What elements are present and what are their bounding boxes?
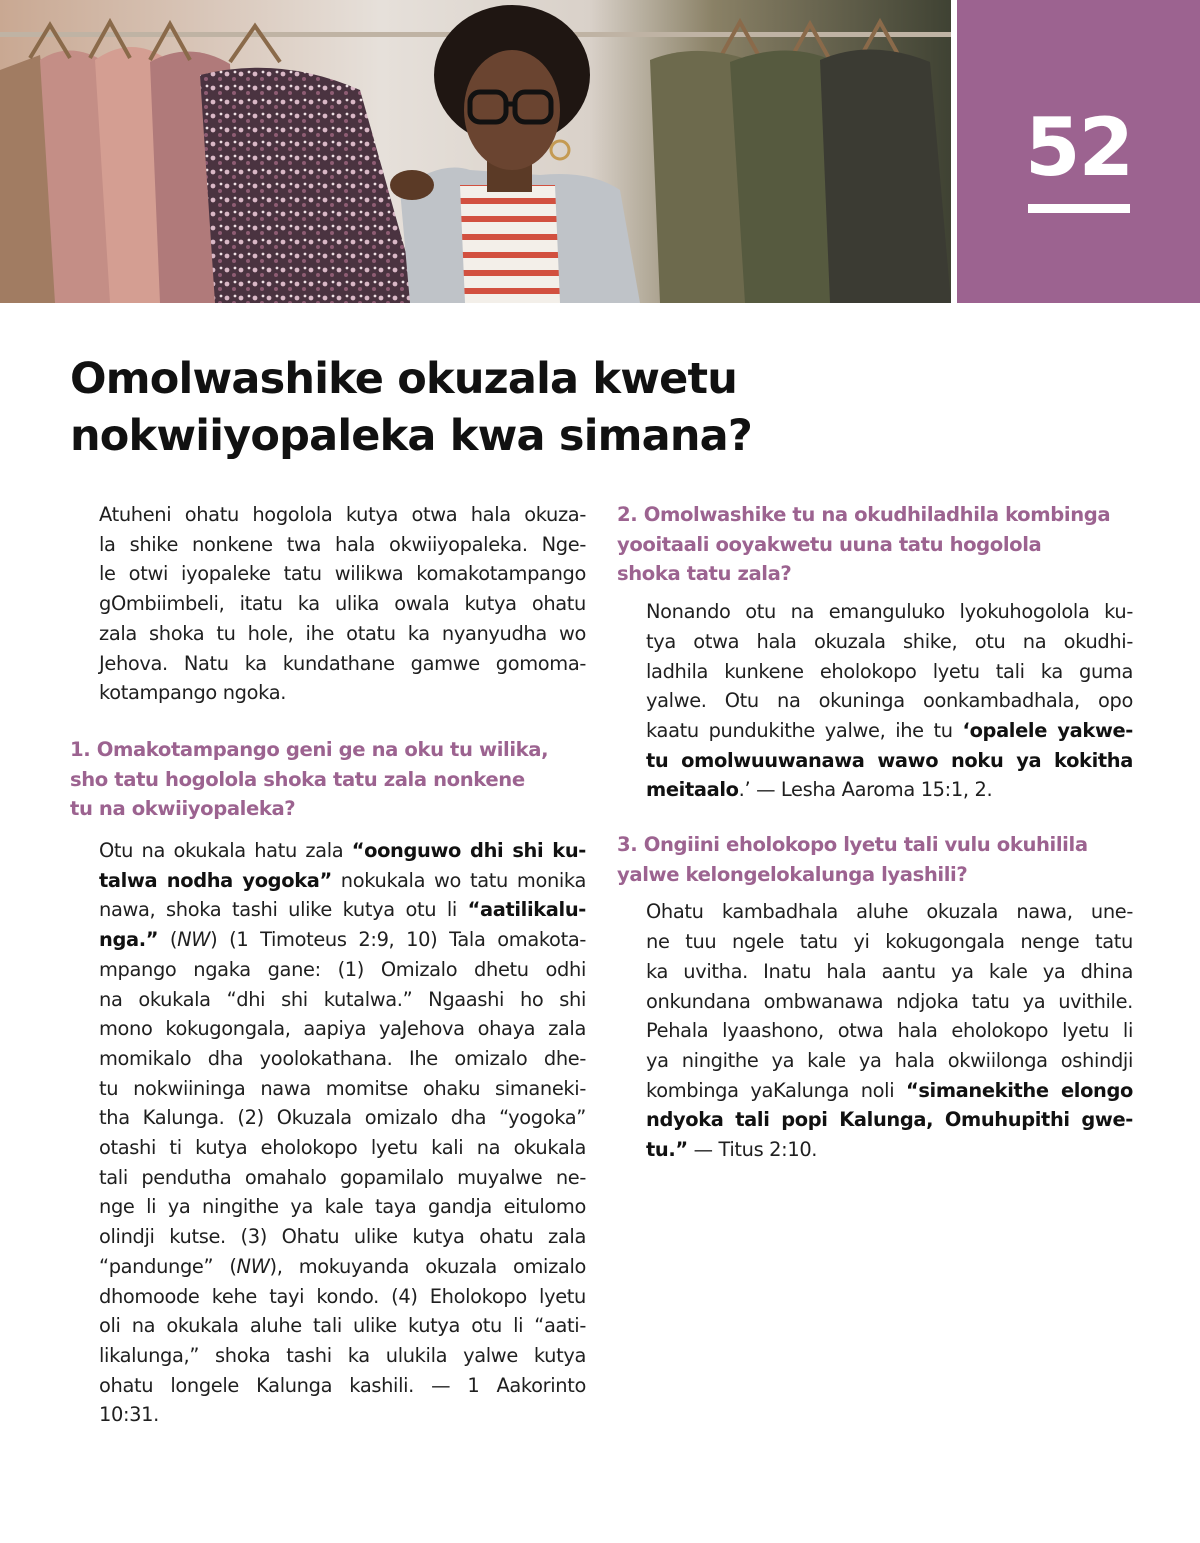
question-2-line: 2. Omolwashike tu na okudhiladhila kombinga xyxy=(617,503,1111,526)
answer-3-line: Ohatu kambadhala aluhe okuzala nawa, une- xyxy=(646,900,1133,924)
answer-1-line: nge li ya ningithe ya kale taya gandja eitulomo xyxy=(99,1195,586,1219)
answer-1-line: olindji kutse. (3) Ohatu ulike kutya ohatu zala xyxy=(99,1225,586,1249)
intro-line: gOmbiimbeli, itatu ka ulika owala kutya ohatu xyxy=(99,592,586,616)
question-1-line: sho tatu hogolola shoka tatu zala nonkene xyxy=(70,767,525,791)
left-column xyxy=(70,500,586,1430)
bold-text: “oonguwo dhi shi ku- xyxy=(351,839,586,863)
answer-3-line: ne tuu ngele tatu yi kokugongala nenge tatu xyxy=(646,930,1133,954)
italic-text: NW xyxy=(177,928,211,952)
right-column xyxy=(617,500,1133,1165)
answer-3-line: Pehala lyaashono, otwa hala eholokopo lyetu li xyxy=(646,1019,1133,1043)
answer-1-line: nga.” (NW) (1 Timoteus 2:9, 10) Tala omakota- xyxy=(99,928,586,952)
answer-2-line xyxy=(646,746,1133,776)
answer-1-line: mono kokugongala, aapiya yaJehova ohaya zala xyxy=(99,1017,586,1041)
question-3-line: 3. Ongiini eholokopo lyetu tali vulu okuhilila xyxy=(617,833,1088,857)
answer-2-line: yalwe. Otu na okuninga oonkambadhala, opo xyxy=(646,689,1133,713)
answer-3-line: kombinga yaKalunga noli “simanekithe elongo xyxy=(646,1078,1133,1102)
answer-1-line: mpango ngaka gane: (1) Omizalo dhetu odhi xyxy=(99,957,586,981)
answer-1-line: ohatu longele Kalunga kashili. — 1 Aakorinto xyxy=(99,1373,586,1397)
answer-1-line: dhomoode kehe tayi kondo. (4) Eholokopo lyetu xyxy=(99,1284,586,1308)
question-1 xyxy=(70,735,586,824)
intro-line: zala shoka tu hole, ihe otatu ka nyanyudha wo xyxy=(99,621,586,645)
bold-text: tu omolwuuwanawa wawo noku ya kokitha xyxy=(646,748,1133,772)
answer-1-line: oli na okukala aluhe tali ulike kutya otu li “aati- xyxy=(99,1314,586,1338)
lesson-title xyxy=(70,351,1130,465)
intro-line: kotampango ngoka. xyxy=(99,681,287,705)
question-2-line: shoka tatu zala? xyxy=(617,562,792,586)
question-3-line: yalwe kelongelokalunga lyashili? xyxy=(617,862,968,886)
bold-text: “aatilikalu- xyxy=(467,898,586,922)
answer-1-line: likalunga,” shoka tashi ka ulukila yalwe kutya xyxy=(99,1343,586,1367)
answer-2-line: meitaalo.’ — Lesha Aaroma 15:1, 2. xyxy=(646,778,993,802)
answer-3-line: tu.” — Titus 2:10. xyxy=(646,1138,818,1162)
answer-3-line: ya ningithe ya kale ya hala okwiilonga oshindji xyxy=(646,1048,1133,1072)
answer-2-line: Nonando otu na emanguluko lyokuhogolola ku- xyxy=(646,600,1133,624)
answer-1-line: tha Kalunga. (2) Okuzala omizalo dha “yogoka” xyxy=(99,1106,586,1130)
answer-1-line: Otu na okukala hatu zala “oonguwo dhi shi ku- xyxy=(99,839,586,863)
header-photo xyxy=(0,0,951,303)
intro-line: le otwi iyopaleke tatu wilikwa komakotampango xyxy=(99,562,586,586)
answer-1-line: momikalo dha yoolokathana. Ihe omizalo dhe- xyxy=(99,1046,586,1070)
lesson-title-line: nokwiiyopaleka kwa simana? xyxy=(70,411,753,461)
answer-2-line: ladhila kunkene eholokopo lyetu tali ka guma xyxy=(646,659,1133,683)
intro-line: la shike nonkene twa hala okwiiyopaleka. Nge- xyxy=(99,532,586,556)
answer-3-line xyxy=(646,1105,1133,1135)
bold-text: talwa nodha yogoka” xyxy=(99,868,332,892)
question-1-line: 1. Omakotampango geni ge na oku tu wilika, xyxy=(70,737,549,761)
answer-2-line: tya otwa hala okuzala shike, otu na okudhi- xyxy=(646,629,1133,653)
question-2 xyxy=(617,500,1133,589)
intro-line: Jehova. Natu ka kundathane gamwe gomoma- xyxy=(99,651,586,675)
question-2-line: yooitaali ooyakwetu uuna tatu hogolola xyxy=(617,532,1042,556)
intro-line: Atuheni ohatu hogolola kutya otwa hala okuza- xyxy=(99,503,586,526)
question-1-line: tu na okwiiyopaleka? xyxy=(70,797,296,821)
answer-1-line: “pandunge” (NW), mokuyanda okuzala omizalo xyxy=(99,1254,586,1278)
answer-1-line: tali pendutha omahalo gopamilalo muyalwe ne- xyxy=(99,1165,586,1189)
italic-text: NW xyxy=(236,1254,270,1278)
lesson-number-badge xyxy=(957,0,1200,303)
answer-3-line: onkundana ombwanawa ndjoka tatu ya uvithile. xyxy=(646,989,1133,1013)
answer-2 xyxy=(617,597,1133,805)
answer-1 xyxy=(70,836,586,1430)
answer-1-line: 10:31. xyxy=(99,1403,159,1427)
lesson-title-line: Omolwashike okuzala kwetu xyxy=(70,354,738,404)
lesson-number: 52 xyxy=(1024,101,1133,194)
bold-text: tu.” xyxy=(646,1138,688,1162)
answer-1-line: na okukala “dhi shi kutalwa.” Ngaashi ho shi xyxy=(99,987,586,1011)
answer-2-line: kaatu pundukithe yalwe, ihe tu ‘opalele yakwe- xyxy=(646,718,1134,742)
bold-text: “simanekithe elongo xyxy=(905,1078,1133,1102)
answer-1-line: otashi ti kutya eholokopo lyetu kali na okukala xyxy=(99,1136,586,1160)
badge-underline xyxy=(1028,204,1130,213)
intro-paragraph xyxy=(70,500,586,708)
bold-text: meitaalo xyxy=(646,778,739,802)
bold-text: nga.” xyxy=(99,928,159,952)
bold-text: ‘opalele yakwe- xyxy=(962,718,1134,742)
answer-3 xyxy=(617,897,1133,1164)
answer-1-line: talwa nodha yogoka” nokukala wo tatu monika xyxy=(99,868,587,892)
answer-3-line: ka uvitha. Inatu hala aantu ya kale ya dhina xyxy=(646,959,1133,983)
answer-1-line: tu nokwiininga nawa momitse ohaku simaneki- xyxy=(99,1076,586,1100)
bold-text: ndyoka tali popi Kalunga, Omuhupithi gwe- xyxy=(646,1108,1133,1132)
question-3 xyxy=(617,830,1133,889)
answer-1-line: nawa, shoka tashi ulike kutya otu li “aatilikalu- xyxy=(99,898,586,922)
